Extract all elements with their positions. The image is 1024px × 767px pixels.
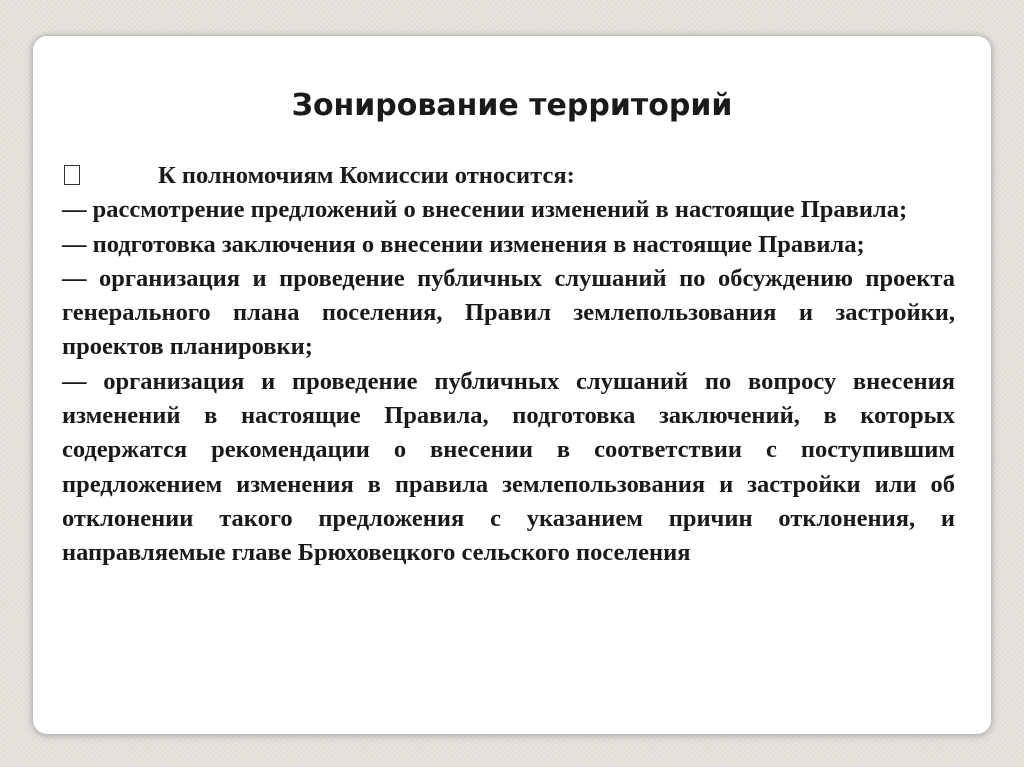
list-item: — подготовка заключения о внесении изменения в настоящие Правила; (62, 230, 865, 258)
list-item: — организация и проведение публичных слушаний по обсуждению проекта генерального плана поселения, Правил землепользования и застройки, проектов планировки; (62, 264, 955, 361)
slide-body (62, 159, 955, 571)
list-item: — рассмотрение предложений о внесении изменений в настоящие Правила; (62, 196, 908, 224)
intro-line (62, 159, 955, 193)
list-item: — организация и проведение публичных слушаний по вопросу внесения изменений в настоящие Правила, подготовка заключений, в которых содержатся рекомендации о внесении в соответствии с поступившим предложением изменения в правила землепользования и застройки или об отклонении такого предложения с указанием причин отклонения, и направляемые главе Брюховецкого сельского поселения (62, 367, 955, 567)
intro-text: К полномочиям Комиссии относится: (158, 162, 575, 189)
placeholder-box-icon (64, 165, 80, 185)
slide-title: Зонирование территорий (291, 88, 733, 123)
